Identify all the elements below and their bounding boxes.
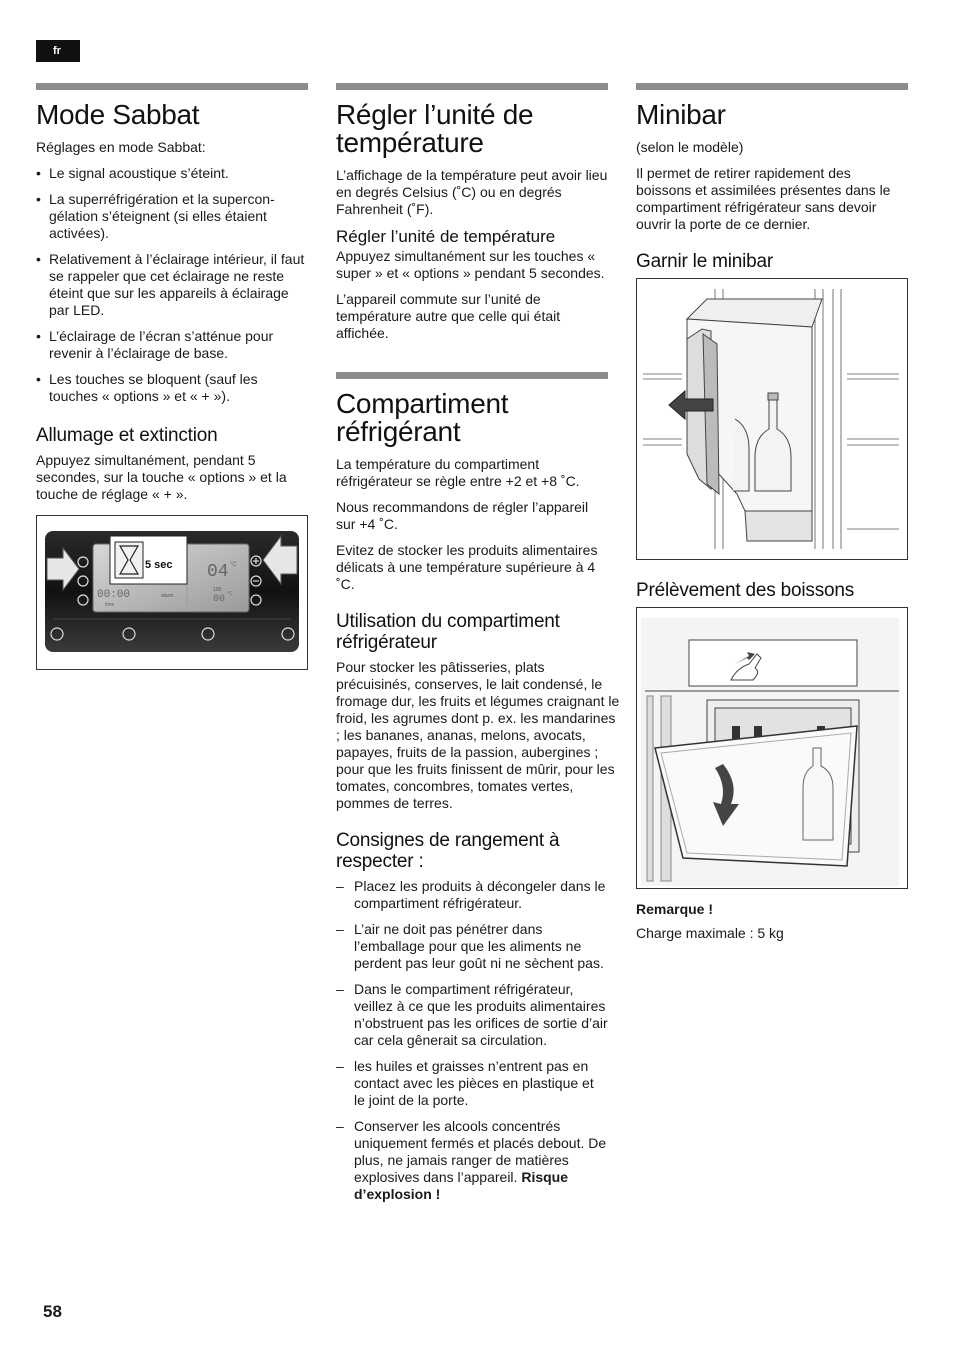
- section-title-regler-unite: Régler l’unité de température: [336, 99, 534, 158]
- section-rule: [336, 83, 608, 90]
- column-temperature: [336, 83, 620, 1212]
- language-tag: fr: [36, 40, 80, 62]
- regler-result-text: L’appareil commute sur l’unité de température autre que celle qui était affichée.: [336, 291, 561, 341]
- list-item: [336, 1118, 608, 1203]
- subtitle-allumage: Allumage et extinction: [36, 425, 218, 446]
- list-item: • La superréfrigération et la supercongélation s’éteignent (si elles étaient activées).: [36, 191, 308, 242]
- section-title-mode-sabbat: Mode Sabbat: [36, 99, 200, 130]
- alarm-label: alarm: [161, 593, 174, 599]
- remark-label: Remarque !: [636, 901, 714, 917]
- page-number: 58: [43, 1302, 62, 1321]
- sub-temp-readout: 00: [213, 594, 226, 605]
- list-item: – Placez les produits à décongeler dans le compartiment réfrigérateur.: [336, 878, 608, 912]
- avoid-text: Evitez de stocker les produits alimentaires délicats à une température supérieure à 4 ˚C.: [336, 542, 598, 592]
- column-mode-sabbat: [36, 83, 308, 670]
- allumage-text: Appuyez simultanément, pendant 5 secondes, sur la touche « options » et la touche de réglage « + ».: [36, 452, 287, 502]
- control-panel-illustration: [36, 515, 308, 670]
- minibar-fill-illustration: [636, 278, 908, 560]
- time-label: time: [105, 602, 115, 608]
- compartiment-temp-text: La température du compartiment réfrigérateur se règle entre +2 et +8 ˚C.: [336, 456, 580, 489]
- temp-unit: °C: [230, 562, 237, 568]
- regler-instruction-text: Appuyez simultanément sur les touches « super » et « options » pendant 5 secondes.: [336, 248, 605, 281]
- recommend-text: Nous recommandons de régler l’appareil sur +4 ˚C.: [336, 499, 589, 532]
- minibar-model-note: (selon le modèle): [636, 139, 744, 155]
- list-item: – L’air ne doit pas pénétrer dans l’emballage pour que les aliments ne perdent pas leur goût ni ne sèchent pas.: [336, 921, 608, 972]
- minibar-remove-illustration: [636, 607, 908, 889]
- sub-temp-unit: °C: [227, 591, 233, 597]
- list-item-text: Conserver les alcools concentrés uniquement fermés et placés debout. De plus, ne jamais ranger de matières explosives dans l’appareil.: [354, 1118, 607, 1185]
- list-item: • Le signal acoustique s’éteint.: [36, 165, 308, 182]
- subtitle-utilisation: Utilisation du compartiment réfrigérateur: [336, 611, 560, 653]
- list-item: • Les touches se bloquent (sauf les touches « options » et « + »).: [36, 371, 308, 405]
- section-title-compartiment: Compartiment réfrigérant: [336, 388, 509, 447]
- control-panel-drawing: [37, 516, 307, 669]
- section-title-minibar: Minibar: [636, 99, 726, 130]
- section-rule: [636, 83, 908, 90]
- utilisation-text: Pour stocker les pâtisseries, plats précuisinés, conserves, le lait condensé, le fromage dur, les fruits et légumes craignant le froid, les agrumes dont p. ex. les mandarines ; les bananes, ananas, melons, avocats, papayes, fruits de la passion, aubergines ; pour que les fruits finissent de mûrir, pour les tomates, concombres, tomates vertes, pommes de terres.: [336, 659, 620, 811]
- subtitle-prelevement: Prélèvement des boissons: [636, 580, 855, 601]
- column-minibar: [636, 83, 908, 951]
- list-item: – Dans le compartiment réfrigérateur, veillez à ce que les produits alimentaires n’obstruent pas les orifices de sortie d’air car cela gênerait sa circulation.: [336, 981, 608, 1049]
- consignes-list: [336, 878, 608, 1203]
- temp-intro-text: L’affichage de la température peut avoir lieu en degrés Celsius (˚C) ou en degrés Fahrenheit (˚F).: [336, 167, 608, 217]
- intro-text: Réglages en mode Sabbat:: [36, 139, 206, 155]
- small-value-label: 100: [213, 587, 222, 593]
- remark-text: Charge maximale : 5 kg: [636, 925, 784, 941]
- list-item: • L’éclairage de l’écran s’atténue pour revenir à l’éclairage de base.: [36, 328, 308, 362]
- subtitle-regler-unite: Régler l’unité de température: [336, 227, 556, 246]
- explosion-warning: Risque d’explosion !: [354, 1169, 569, 1202]
- time-readout: 00:00: [97, 589, 131, 601]
- sabbat-bullet-list: [36, 165, 308, 405]
- list-item: • Relativement à l’éclairage intérieur, il faut se rappeler que cet éclairage ne reste éteint que sur les appareils à éclairage par LED.: [36, 251, 308, 319]
- section-rule: [36, 83, 308, 90]
- minibar-description: Il permet de retirer rapidement des boissons et assimilées présentes dans le compartiment réfrigérateur sans devoir ouvrir la porte de ce dernier.: [636, 165, 891, 232]
- subtitle-garnir: Garnir le minibar: [636, 251, 774, 272]
- subtitle-consignes: Consignes de rangement à respecter :: [336, 830, 560, 872]
- list-item: – les huiles et graisses n’entrent pas en contact avec les pièces en plastique et le joint de la porte.: [336, 1058, 608, 1109]
- timer-label: 5 sec: [145, 559, 173, 571]
- temp-readout: 04: [207, 562, 229, 582]
- hourglass-icon: [115, 542, 143, 578]
- section-rule: [336, 372, 608, 379]
